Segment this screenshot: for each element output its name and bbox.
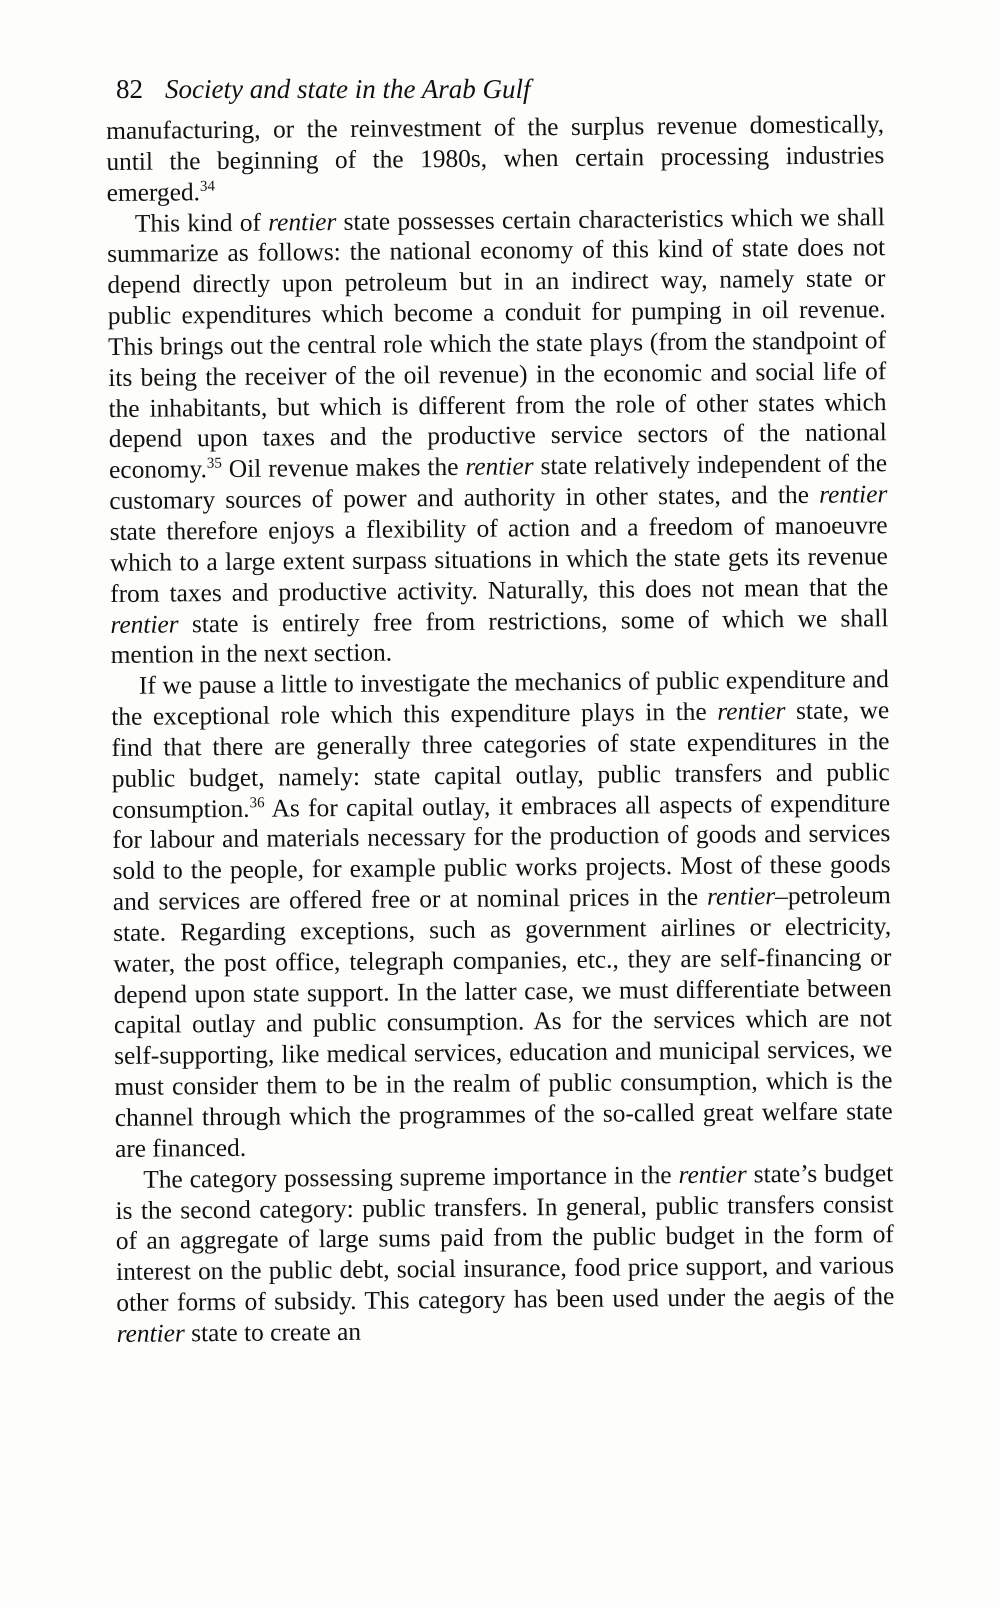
italic-term: rentier (110, 609, 179, 639)
italic-term: rentier (819, 480, 888, 509)
paragraph-text: –petroleum state. Regarding exceptions, such as government airlines or electricity, water, the post office, telegraph companies, etc., they are self-financing or depend upon state support. In the latter case, we must differentiate between capital outlay and public consumption. As for the services which are not self-supporting, like medical services, education and municipal services, we must consider them to be in the realm of public consumption, which is the channel through which the programmes of the so-called great welfare state are financed. (113, 881, 893, 1163)
italic-term: rentier (717, 697, 786, 726)
paragraph (115, 1158, 895, 1350)
paragraph-text: state possesses certain characteristics which we shall summarize as follows: the national economy of this kind of state does not depend directly upon petroleum but in an indirect way, namely state or public expenditures which become a conduit for pumping in oil revenue. This brings out the central role which the state plays (from the standpoint of its being the receiver of the oil revenue) in the economic and social life of the inhabitants, but which is different from the role of other states which depend upon taxes and the productive service sectors of the national economy. (107, 202, 887, 485)
italic-term: rentier (116, 1319, 185, 1348)
paragraph-text: Oil revenue makes the (221, 453, 466, 484)
paragraph-text: state therefore enjoys a flexibility of action and a freedom of manoeuvre which to a large extent surpass situations in which the state gets its revenue from taxes and productive activity. Naturally, this does not mean that the (109, 511, 889, 608)
paragraph-text: state, we find that there are generally three categories of state expenditures in the public budget, namely: state capital outlay, public transfers and public consumption. (111, 696, 890, 824)
paragraph-text: state is entirely free from restrictions, some of which we shall mention in the next section. (110, 603, 889, 670)
paragraph-text: state to create an (184, 1317, 362, 1348)
paragraph (107, 202, 889, 671)
italic-term: rentier (465, 452, 534, 482)
page-number: 82 (116, 74, 143, 104)
paragraph-text: As for capital outlay, it embraces all aspects of expenditure for labour and materials necessary for the production of goods and services sold to the people, for example public works projects. Most of these goods and services are offered free or at nominal prices in the (112, 788, 891, 917)
paragraph-text: The category possessing supreme importance in the (143, 1160, 679, 1194)
footnote-reference: 36 (249, 794, 265, 811)
italic-term: rentier (706, 882, 776, 911)
paragraph-text: manufacturing, or the reinvestment of the surplus revenue domestically, until the beginning of the 1980s, when certain processing industries emerged. (106, 110, 885, 207)
paragraph-text: state’s budget is the second category: public transfers. In general, public transfers consist of an aggregate of large sums paid from the public budget in the form of interest on the public debt, social insurance, food price support, and various other forms of subsidy. This category has been used under the aegis of the (115, 1158, 895, 1318)
paragraph (111, 664, 893, 1164)
paragraph-text: state relatively independent of the customary sources of power and authority in other states, and the (109, 449, 888, 516)
book-title: Society and state in the Arab Gulf (165, 74, 531, 104)
footnote-reference: 34 (199, 178, 215, 195)
paragraph (106, 109, 885, 208)
paragraph-text: If we pause a little to investigate the mechanics of public expenditure and the exceptional role which this expenditure plays in the (111, 665, 890, 732)
italic-term: rentier (268, 207, 337, 237)
italic-term: rentier (678, 1160, 747, 1189)
paragraph-text: This kind of (134, 208, 269, 238)
body-text (106, 109, 895, 1349)
running-head (116, 72, 530, 106)
footnote-reference: 35 (206, 455, 222, 472)
